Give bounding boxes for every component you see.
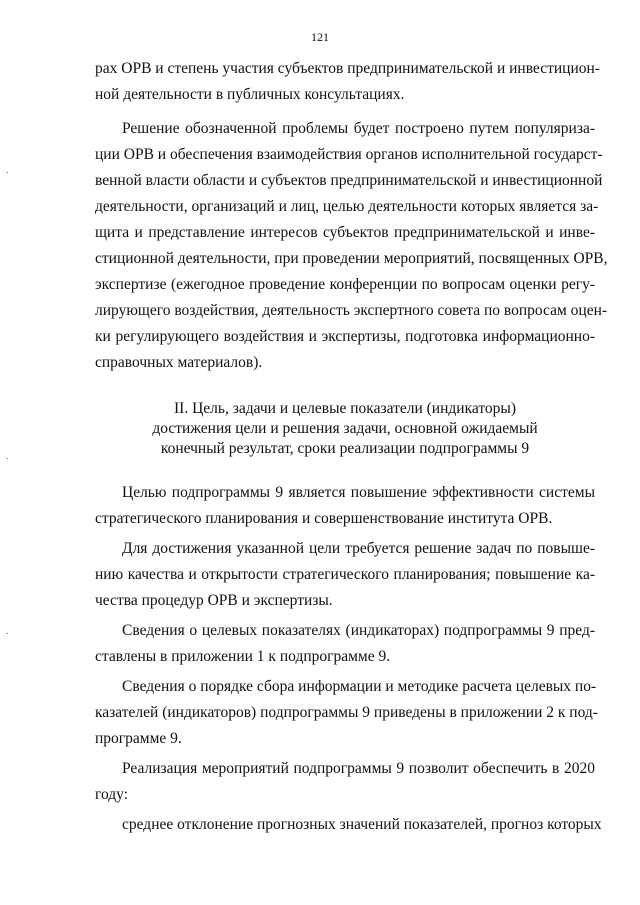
scan-mark: [6, 633, 8, 634]
page-number: 121: [311, 30, 329, 44]
result-line-2: году:: [95, 786, 129, 803]
goal-line-1: Целью подпрограммы 9 является повышение эффективности системы: [122, 484, 595, 501]
intro-line-2: ной деятельности в публичных консультациях.: [95, 86, 405, 103]
tasks-line-2: нию качества и открытости стратегического планирования; повышение ка-: [95, 566, 595, 583]
deviation-line-1: среднее отклонение прогнозных значений показателей, прогноз которых: [122, 816, 602, 833]
goal-line-2: стратегического планирования и совершенствование института ОРВ.: [95, 510, 553, 527]
intro-line-1: рах ОРВ и степень участия субъектов предпринимательской и инвестицион-: [95, 60, 600, 77]
solution-line-3: венной власти области и субъектов предпринимательской и инвестиционной: [95, 172, 603, 189]
section-heading-line-2: достижения цели и решения задачи, основной ожидаемый: [152, 420, 538, 437]
indicators-line-2: ставлены в приложении 1 к подпрограмме 9.: [95, 648, 391, 665]
scan-mark: [6, 458, 8, 459]
method-line-3: программе 9.: [95, 730, 182, 747]
scan-mark: [6, 172, 8, 173]
solution-line-7: экспертизе (ежегодное проведение конференции по вопросам оценки регу-: [95, 276, 595, 293]
solution-line-5: щита и представление интересов субъектов предпринимательской и инве-: [95, 224, 595, 241]
tasks-line-1: Для достижения указанной цели требуется решение задач по повыше-: [122, 540, 595, 557]
solution-line-4: деятельности, организаций и лиц, целью деятельности которых является за-: [95, 198, 599, 215]
solution-line-9: ки регулирующего воздействия и экспертизы, подготовка информационно-: [95, 328, 595, 345]
indicators-line-1: Сведения о целевых показателях (индикаторах) подпрограммы 9 пред-: [122, 622, 595, 639]
tasks-line-3: чества процедур ОРВ и экспертизы.: [95, 592, 333, 609]
solution-line-10: справочных материалов).: [95, 354, 263, 371]
section-heading-line-1: II. Цель, задачи и целевые показатели (индикаторы): [174, 400, 516, 417]
method-line-2: казателей (индикаторов) подпрограммы 9 приведены в приложении 2 к под-: [95, 704, 598, 721]
solution-line-2: ции ОРВ и обеспечения взаимодействия органов исполнительной государст-: [95, 146, 603, 163]
solution-line-1: Решение обозначенной проблемы будет построено путем популяриза-: [122, 120, 595, 137]
method-line-1: Сведения о порядке сбора информации и методике расчета целевых по-: [122, 678, 597, 695]
solution-line-6: стиционной деятельности, при проведении мероприятий, посвященных ОРВ,: [95, 250, 608, 267]
solution-line-8: лирующего воздействия, деятельность экспертного совета по вопросам оцен-: [95, 302, 608, 319]
result-line-1: Реализация мероприятий подпрограммы 9 позволит обеспечить в 2020: [122, 760, 595, 777]
section-heading-line-3: конечный результат, сроки реализации подпрограммы 9: [160, 440, 530, 457]
